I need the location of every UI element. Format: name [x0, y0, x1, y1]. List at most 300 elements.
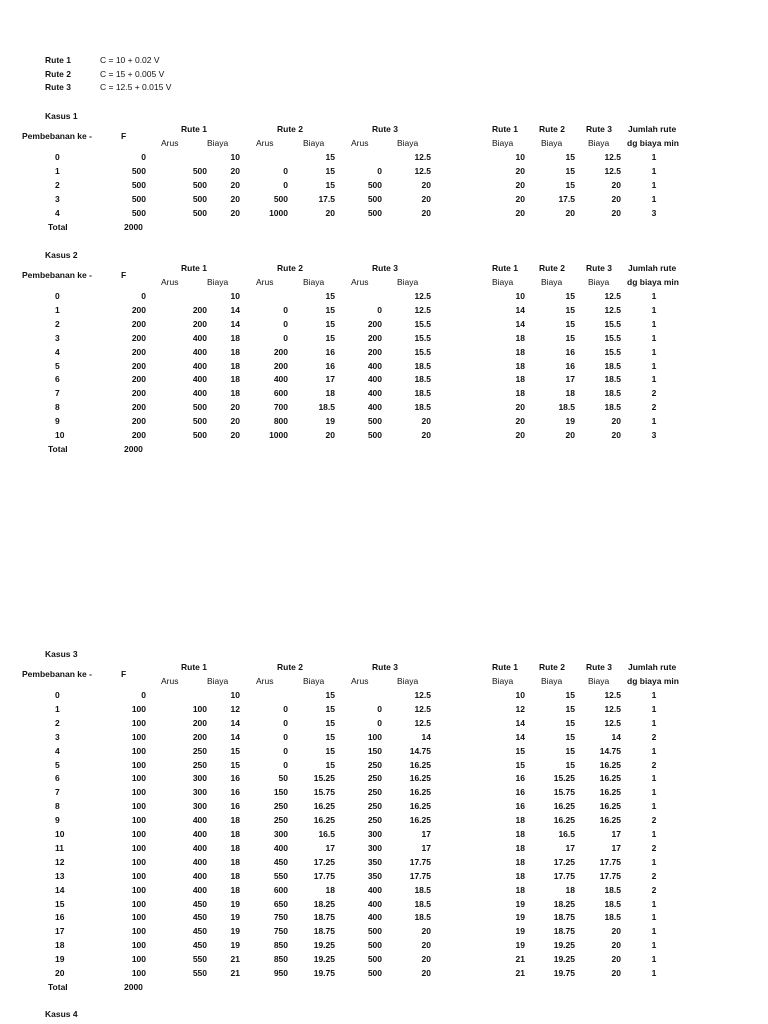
- table-cell: 15.5: [414, 332, 431, 343]
- table-cell: 16.25: [409, 815, 431, 826]
- total-label: Total: [48, 221, 68, 232]
- total-label: Total: [48, 443, 68, 454]
- table-cell: 19.25: [313, 940, 335, 951]
- table-row: [0, 718, 768, 732]
- table-cell: 20: [421, 193, 431, 204]
- table-cell: 500: [367, 926, 382, 937]
- table-cell: 10: [230, 690, 240, 700]
- table-cell: 17: [421, 842, 431, 853]
- table-cell: 18.5: [558, 402, 575, 413]
- table-cell: 100: [192, 703, 207, 714]
- table-cell: 3: [55, 193, 60, 204]
- table-cell: 19.25: [553, 940, 575, 951]
- table-row: [0, 926, 768, 940]
- table-cell: 18: [230, 815, 240, 826]
- table-cell: 200: [131, 360, 146, 371]
- table-cell: 12.5: [604, 717, 621, 728]
- table-cell: 250: [367, 773, 382, 784]
- table-cell: 16: [565, 360, 575, 371]
- table-cell: 200: [192, 318, 207, 329]
- table-cell: 200: [131, 318, 146, 329]
- table-cell: 17: [611, 842, 621, 853]
- table-row: [0, 746, 768, 760]
- table-cell: 400: [192, 388, 207, 399]
- table-cell: 0: [283, 717, 288, 728]
- table-cell: 1: [651, 360, 657, 371]
- table-cell: 350: [367, 870, 382, 881]
- table-cell: 17.5: [558, 193, 575, 204]
- table-cell: 200: [131, 402, 146, 413]
- header-biaya-2: Biaya: [303, 277, 325, 287]
- table-cell: 12.5: [604, 152, 621, 162]
- table-cell: 1: [55, 703, 60, 714]
- table-cell: 16.25: [313, 801, 335, 812]
- table-cell: 21: [230, 954, 240, 965]
- table-cell: 15.75: [313, 787, 335, 798]
- table-cell: 19: [230, 926, 240, 937]
- table-cell: 18: [515, 870, 525, 881]
- table-cell: 100: [131, 926, 146, 937]
- table-cell: 1: [651, 346, 657, 357]
- table-cell: 100: [131, 829, 146, 839]
- table-row: [0, 305, 768, 319]
- table-cell: 15: [325, 152, 335, 162]
- table-cell: 4: [55, 745, 60, 756]
- table-cell: 300: [367, 829, 382, 839]
- table-cell: 1: [651, 304, 657, 315]
- table-cell: 16: [230, 773, 240, 784]
- table-cell: 500: [367, 954, 382, 965]
- table-cell: 4: [55, 346, 60, 357]
- table-cell: 1: [651, 912, 657, 923]
- table-cell: 12: [230, 703, 240, 714]
- table-cell: 400: [367, 360, 382, 371]
- table-cell: 400: [192, 870, 207, 881]
- table-row: [0, 319, 768, 333]
- table-cell: 500: [192, 193, 207, 204]
- table-cell: 19: [515, 898, 525, 909]
- table-cell: 16: [515, 801, 525, 812]
- table-cell: 19.75: [313, 968, 335, 978]
- table-cell: 18.75: [313, 926, 335, 937]
- table-cell: 17.75: [599, 856, 621, 867]
- table-cell: 16: [515, 773, 525, 784]
- header-biaya-rute-2: Rute 2: [539, 662, 565, 672]
- table-cell: 1: [651, 898, 657, 909]
- table-cell: 16: [325, 360, 335, 371]
- table-cell: 18.5: [414, 360, 431, 371]
- table-cell: 300: [192, 773, 207, 784]
- header-arus-3: Arus: [351, 138, 369, 148]
- table-cell: 200: [131, 374, 146, 385]
- table-cell: 12.5: [414, 152, 431, 162]
- table-cell: 250: [367, 815, 382, 826]
- table-cell: 450: [192, 912, 207, 923]
- table-cell: 15: [325, 703, 335, 714]
- table-cell: 10: [55, 430, 65, 440]
- table-cell: 0: [377, 703, 382, 714]
- table-cell: 200: [131, 304, 146, 315]
- table-cell: 100: [131, 815, 146, 826]
- table-cell: 21: [515, 968, 525, 978]
- table-cell: 550: [192, 968, 207, 978]
- table-cell: 14: [515, 717, 525, 728]
- header-biaya-rute-2: Rute 2: [539, 263, 565, 273]
- table-cell: 200: [192, 731, 207, 742]
- table-cell: 0: [283, 332, 288, 343]
- table-cell: 16.25: [599, 773, 621, 784]
- table-cell: 100: [131, 940, 146, 951]
- table-cell: 12.5: [604, 703, 621, 714]
- table-cell: 20: [421, 926, 431, 937]
- table-cell: 0: [141, 690, 146, 700]
- table-cell: 500: [131, 165, 146, 176]
- table-cell: 1: [651, 690, 657, 700]
- table-cell: 1: [651, 332, 657, 343]
- table-cell: 17.5: [318, 193, 335, 204]
- table-cell: 15: [230, 759, 240, 770]
- table-cell: 16.25: [313, 815, 335, 826]
- header-biaya-3: Biaya: [397, 277, 419, 287]
- table-cell: 200: [131, 388, 146, 399]
- table-cell: 2: [55, 318, 60, 329]
- table-cell: 20: [611, 954, 621, 965]
- header-arus-1: Arus: [161, 277, 179, 287]
- table-cell: 200: [131, 332, 146, 343]
- table-cell: 8: [55, 801, 60, 812]
- table-cell: 19: [515, 940, 525, 951]
- table-cell: 20: [515, 430, 525, 440]
- total-value: 2000: [124, 443, 143, 454]
- table-cell: 20: [421, 416, 431, 427]
- table-cell: 16: [230, 801, 240, 812]
- table-cell: 450: [192, 940, 207, 951]
- table-cell: 250: [367, 801, 382, 812]
- table-cell: 50: [278, 773, 288, 784]
- table-cell: 15: [325, 291, 335, 301]
- table-cell: 18: [230, 842, 240, 853]
- header-biaya-3: Biaya: [397, 138, 419, 148]
- table-cell: 18.75: [313, 912, 335, 923]
- header-biaya-1: Biaya: [207, 676, 229, 686]
- table-cell: 300: [273, 829, 288, 839]
- table-cell: 16.5: [558, 829, 575, 839]
- table-cell: 150: [367, 745, 382, 756]
- header-biaya-2: Biaya: [303, 676, 325, 686]
- table-cell: 1: [651, 703, 657, 714]
- table-cell: 10: [515, 152, 525, 162]
- table-cell: 0: [377, 165, 382, 176]
- table-row: [0, 361, 768, 375]
- table-cell: 15: [565, 179, 575, 190]
- table-cell: 18: [515, 842, 525, 853]
- table-cell: 10: [515, 291, 525, 301]
- header-biaya-rute-1: Rute 1: [492, 263, 518, 273]
- header-biaya-r3: Biaya: [588, 277, 610, 287]
- table-cell: 950: [273, 968, 288, 978]
- table-cell: 17: [565, 842, 575, 853]
- table-cell: 20: [611, 968, 621, 978]
- table-row: [0, 291, 768, 305]
- table-cell: 20: [421, 430, 431, 440]
- table-row: [0, 899, 768, 913]
- table-cell: 300: [367, 842, 382, 853]
- table-cell: 14: [515, 304, 525, 315]
- table-cell: 11: [55, 842, 64, 853]
- table-cell: 5: [55, 360, 60, 371]
- header-f: F: [121, 270, 127, 280]
- table-cell: 500: [367, 179, 382, 190]
- table-row: [0, 912, 768, 926]
- formula-label-rute-1: Rute 1: [45, 55, 71, 65]
- table-cell: 20: [421, 940, 431, 951]
- table-cell: 20: [230, 416, 240, 427]
- table-row: [0, 954, 768, 968]
- table-row: [0, 194, 768, 208]
- table-cell: 14: [230, 318, 240, 329]
- table-cell: 15.5: [604, 346, 621, 357]
- table-cell: 10: [55, 829, 65, 839]
- table-cell: 18: [515, 332, 525, 343]
- table-row: [0, 940, 768, 954]
- table-cell: 0: [377, 717, 382, 728]
- table-cell: 20: [421, 207, 431, 218]
- table-cell: 19.75: [553, 968, 575, 978]
- header-biaya-r1: Biaya: [492, 277, 514, 287]
- table-cell: 18.5: [604, 360, 621, 371]
- header-arus-2: Arus: [256, 138, 274, 148]
- table-cell: 450: [273, 856, 288, 867]
- table-cell: 0: [283, 179, 288, 190]
- table-cell: 100: [367, 731, 382, 742]
- table-cell: 14: [421, 731, 431, 742]
- header-rute-1: Rute 1: [181, 124, 207, 134]
- table-row: [0, 857, 768, 871]
- table-cell: 20: [515, 179, 525, 190]
- table-cell: 20: [421, 968, 431, 978]
- formula-label-rute-3: Rute 3: [45, 82, 71, 92]
- table-cell: 0: [283, 318, 288, 329]
- table-cell: 15: [565, 731, 575, 742]
- table-cell: 15: [325, 731, 335, 742]
- table-cell: 15.5: [604, 332, 621, 343]
- table-cell: 17: [565, 374, 575, 385]
- table-cell: 2: [651, 884, 657, 895]
- table-row: [0, 732, 768, 746]
- table-cell: 1: [55, 304, 60, 315]
- table-cell: 12.5: [414, 304, 431, 315]
- table-cell: 2: [55, 717, 60, 728]
- table-cell: 14: [515, 731, 525, 742]
- table-cell: 19: [325, 416, 335, 427]
- table-cell: 500: [192, 430, 207, 440]
- table-cell: 20: [325, 207, 335, 218]
- table-cell: 500: [367, 430, 382, 440]
- table-row: [0, 152, 768, 166]
- table-cell: 18.5: [604, 912, 621, 923]
- table-cell: 400: [192, 815, 207, 826]
- table-cell: 16.25: [599, 801, 621, 812]
- table-cell: 18: [325, 884, 335, 895]
- table-cell: 1: [651, 374, 657, 385]
- table-cell: 100: [131, 842, 146, 853]
- table-cell: 500: [192, 165, 207, 176]
- table-row: [0, 787, 768, 801]
- table-cell: 0: [283, 703, 288, 714]
- table-cell: 18.5: [414, 402, 431, 413]
- table-cell: 750: [273, 926, 288, 937]
- case-title: Kasus 2: [45, 250, 78, 260]
- table-cell: 17.75: [409, 870, 431, 881]
- table-cell: 12.5: [414, 291, 431, 301]
- header-arus-1: Arus: [161, 138, 179, 148]
- table-cell: 20: [230, 165, 240, 176]
- header-rute-1: Rute 1: [181, 662, 207, 672]
- case-4-title: Kasus 4: [45, 1009, 78, 1019]
- table-cell: 2: [651, 842, 657, 853]
- table-row: [0, 885, 768, 899]
- table-cell: 100: [131, 801, 146, 812]
- table-cell: 16.25: [409, 787, 431, 798]
- table-cell: 19: [515, 912, 525, 923]
- table-cell: 16.25: [409, 759, 431, 770]
- table-cell: 15: [565, 690, 575, 700]
- table-cell: 16.5: [318, 829, 335, 839]
- table-row: [0, 843, 768, 857]
- table-cell: 15: [55, 898, 65, 909]
- table-cell: 100: [131, 870, 146, 881]
- table-cell: 16.25: [599, 815, 621, 826]
- table-row: [0, 968, 768, 982]
- table-cell: 18.5: [604, 898, 621, 909]
- table-cell: 500: [367, 193, 382, 204]
- table-cell: 0: [55, 152, 60, 162]
- table-cell: 250: [192, 745, 207, 756]
- header-biaya-r1: Biaya: [492, 676, 514, 686]
- table-cell: 15: [515, 759, 525, 770]
- table-cell: 100: [131, 954, 146, 965]
- table-cell: 18: [515, 374, 525, 385]
- header-biaya-rute-1: Rute 1: [492, 124, 518, 134]
- header-biaya-rute-3: Rute 3: [586, 263, 612, 273]
- header-biaya-r3: Biaya: [588, 676, 610, 686]
- table-cell: 500: [131, 207, 146, 218]
- table-cell: 20: [515, 207, 525, 218]
- table-cell: 400: [192, 856, 207, 867]
- table-cell: 200: [131, 416, 146, 427]
- table-cell: 15: [565, 759, 575, 770]
- header-biaya-rute-3: Rute 3: [586, 662, 612, 672]
- table-cell: 12.5: [604, 291, 621, 301]
- table-cell: 18.5: [604, 374, 621, 385]
- table-cell: 14: [611, 731, 621, 742]
- table-cell: 12.5: [604, 165, 621, 176]
- table-cell: 12: [515, 703, 525, 714]
- table-cell: 17: [55, 926, 65, 937]
- table-cell: 12.5: [414, 165, 431, 176]
- formula-label-rute-2: Rute 2: [45, 69, 71, 79]
- table-cell: 250: [367, 759, 382, 770]
- table-cell: 1: [651, 165, 657, 176]
- table-cell: 18.5: [318, 402, 335, 413]
- table-cell: 15: [325, 318, 335, 329]
- table-cell: 18.75: [553, 926, 575, 937]
- table-cell: 1: [651, 856, 657, 867]
- header-biaya-r2: Biaya: [541, 277, 563, 287]
- table-cell: 18: [565, 884, 575, 895]
- table-cell: 20: [515, 165, 525, 176]
- header-biaya-r1: Biaya: [492, 138, 514, 148]
- header-biaya-r2: Biaya: [541, 138, 563, 148]
- table-cell: 21: [230, 968, 240, 978]
- table-cell: 19: [230, 912, 240, 923]
- table-cell: 3: [651, 430, 657, 440]
- table-cell: 18: [565, 388, 575, 399]
- table-cell: 1: [651, 926, 657, 937]
- table-cell: 100: [131, 884, 146, 895]
- header-rute-2: Rute 2: [277, 124, 303, 134]
- table-cell: 18: [515, 856, 525, 867]
- table-cell: 20: [611, 430, 621, 440]
- table-cell: 14: [515, 318, 525, 329]
- table-cell: 16.25: [599, 787, 621, 798]
- table-cell: 15: [325, 759, 335, 770]
- table-cell: 2: [651, 870, 657, 881]
- total-value: 2000: [124, 981, 143, 992]
- header-rute-2: Rute 2: [277, 662, 303, 672]
- table-row: [0, 388, 768, 402]
- table-cell: 16: [565, 346, 575, 357]
- header-arus-3: Arus: [351, 676, 369, 686]
- table-cell: 700: [273, 402, 288, 413]
- table-cell: 100: [131, 703, 146, 714]
- table-cell: 7: [55, 388, 60, 399]
- table-cell: 4: [55, 207, 60, 218]
- table-cell: 400: [192, 346, 207, 357]
- table-cell: 20: [230, 402, 240, 413]
- table-cell: 15.5: [414, 318, 431, 329]
- table-row: [0, 815, 768, 829]
- table-cell: 17: [421, 829, 431, 839]
- table-cell: 0: [283, 745, 288, 756]
- header-dg-biaya-min: dg biaya min: [627, 277, 679, 287]
- table-cell: 20: [55, 968, 65, 978]
- header-biaya-2: Biaya: [303, 138, 325, 148]
- table-cell: 1: [651, 193, 657, 204]
- table-cell: 16.25: [553, 815, 575, 826]
- formula-rute-2: C = 15 + 0.005 V: [100, 69, 165, 79]
- table-cell: 13: [55, 870, 65, 881]
- table-cell: 10: [515, 690, 525, 700]
- table-cell: 18: [55, 940, 65, 951]
- table-cell: 6: [55, 374, 60, 385]
- table-cell: 400: [367, 388, 382, 399]
- header-biaya-r3: Biaya: [588, 138, 610, 148]
- table-row: [0, 180, 768, 194]
- table-cell: 2: [651, 388, 657, 399]
- table-cell: 250: [192, 759, 207, 770]
- table-cell: 1: [651, 318, 657, 329]
- table-cell: 18.25: [313, 898, 335, 909]
- table-cell: 17.75: [313, 870, 335, 881]
- table-cell: 18.75: [553, 912, 575, 923]
- table-cell: 250: [273, 815, 288, 826]
- table-cell: 500: [192, 416, 207, 427]
- table-cell: 2: [651, 815, 657, 826]
- table-cell: 20: [325, 430, 335, 440]
- table-row: [0, 773, 768, 787]
- table-row: [0, 208, 768, 222]
